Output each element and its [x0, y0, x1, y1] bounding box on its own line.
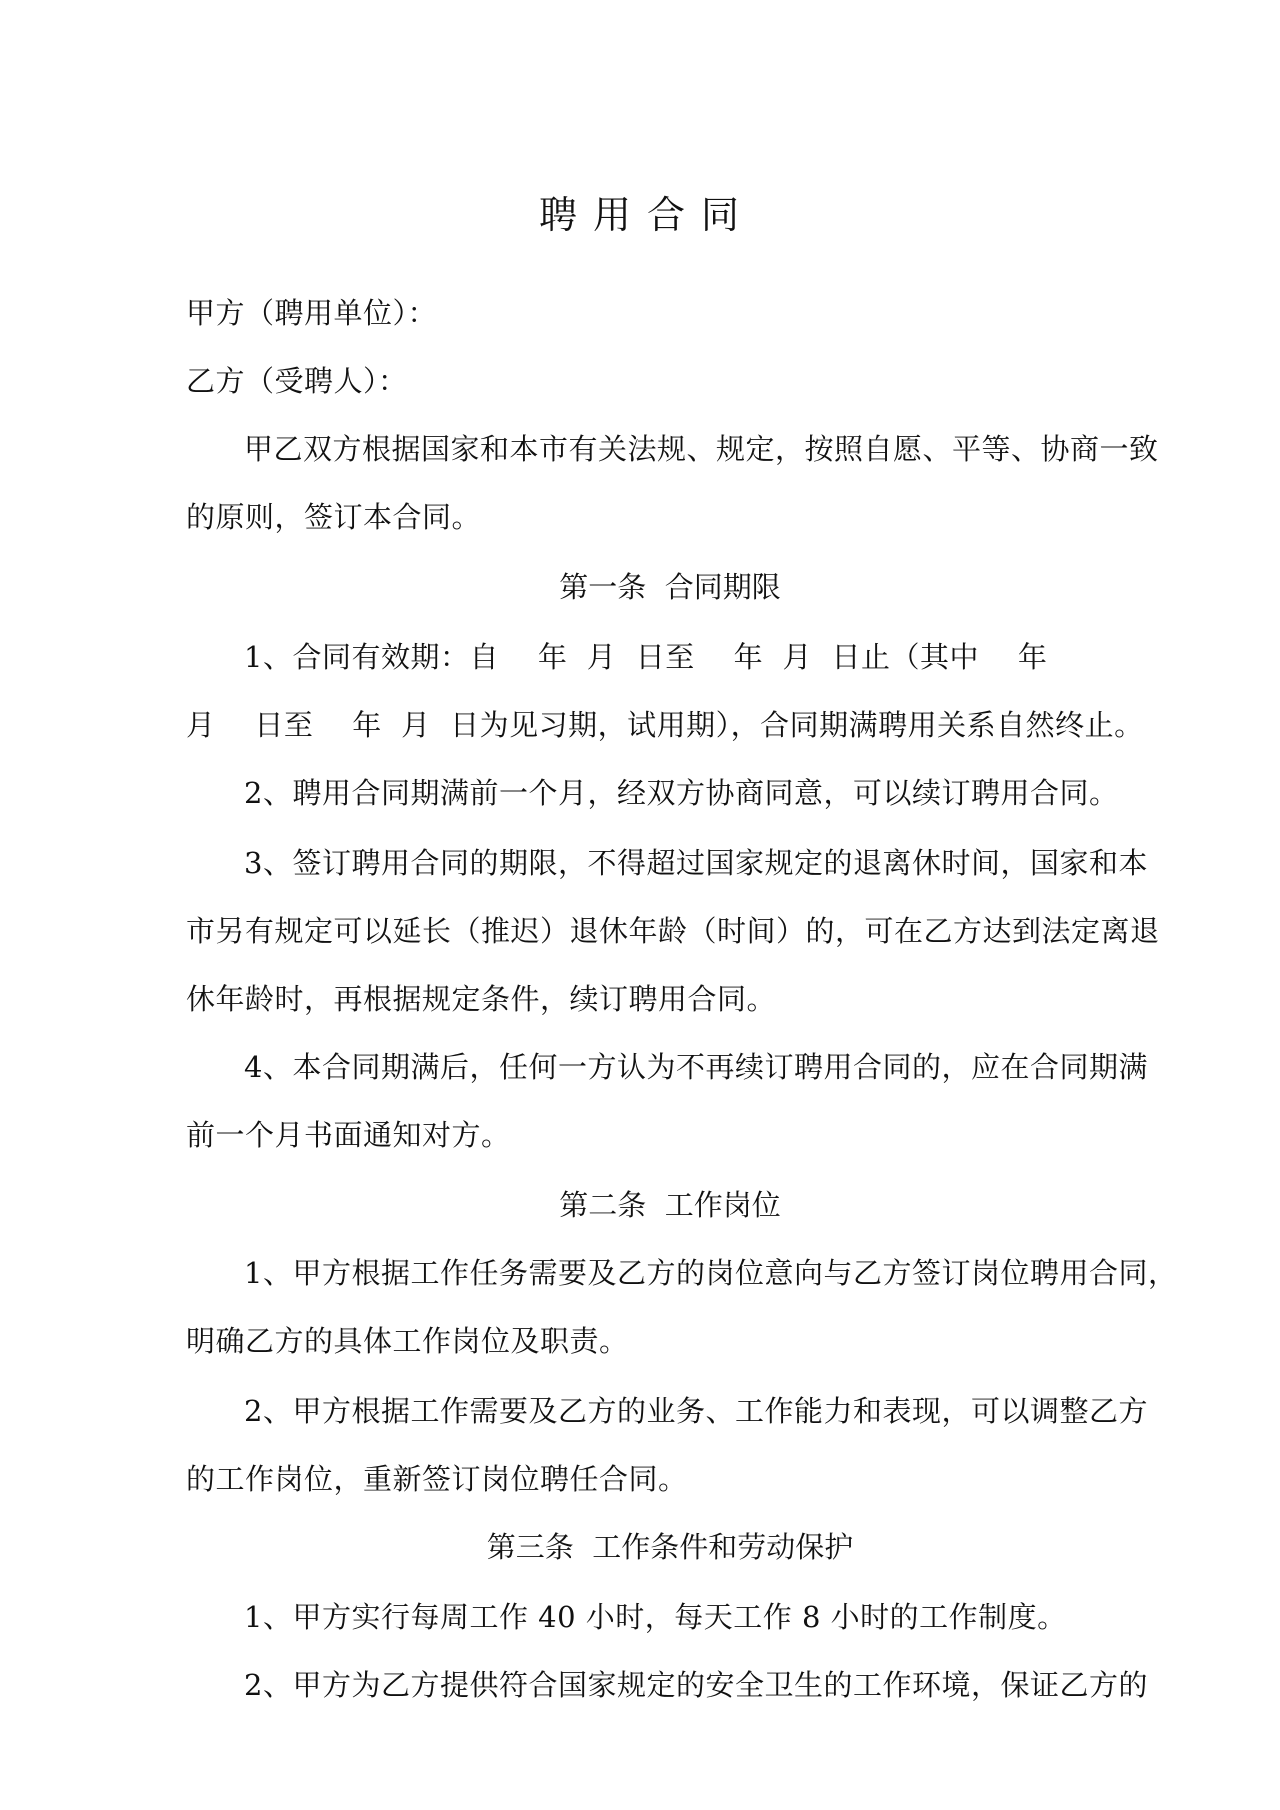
clause-text: 的工作岗位，重新签订岗位聘任合同。 [186, 1462, 688, 1496]
preamble-line-2: 的原则，签订本合同。 [186, 500, 482, 534]
clause-text: 月 日至 年 月 日为见习期，试用期），合同期满聘用关系自然终止。 [186, 708, 1144, 742]
party-b-label: 乙方（受聘人）： [186, 364, 408, 398]
clause-text: 市另有规定可以延长（推迟）退休年龄（时间）的，可在乙方达到法定离退 [186, 914, 1160, 948]
preamble-line-1: 甲乙双方根据国家和本市有关法规、规定，按照自愿、平等、协商一致 [244, 432, 1159, 466]
clause-text: 2、聘用合同期满前一个月，经双方协商同意，可以续订聘用合同。 [244, 776, 1119, 810]
section-heading-conditions: 第三条 工作条件和劳动保护 [486, 1530, 854, 1564]
clause-text: 休年龄时，再根据规定条件，续订聘用合同。 [186, 982, 777, 1016]
section-heading-term: 第一条 合同期限 [559, 570, 781, 604]
clause-text: 前一个月书面通知对方。 [186, 1118, 511, 1152]
party-a-label: 甲方（聘用单位）： [186, 296, 438, 330]
clause-text: 1、合同有效期：自 年 月 日至 年 月 日止（其中 年 [244, 640, 1048, 674]
clause-text: 3、签订聘用合同的期限，不得超过国家规定的退离休时间，国家和本 [244, 846, 1148, 880]
clause-text: 1、甲方根据工作任务需要及乙方的岗位意向与乙方签订岗位聘用合同， [244, 1256, 1178, 1290]
document-title: 聘用合同 [538, 193, 755, 237]
section-heading-position: 第二条 工作岗位 [559, 1188, 781, 1222]
clause-text: 2、甲方根据工作需要及乙方的业务、工作能力和表现，可以调整乙方 [244, 1394, 1148, 1428]
clause-text: 明确乙方的具体工作岗位及职责。 [186, 1324, 629, 1358]
clause-text: 1、甲方实行每周工作 40 小时，每天工作 8 小时的工作制度。 [244, 1600, 1067, 1634]
clause-text: 4、本合同期满后，任何一方认为不再续订聘用合同的，应在合同期满 [244, 1050, 1148, 1084]
clause-text: 2、甲方为乙方提供符合国家规定的安全卫生的工作环境，保证乙方的 [244, 1668, 1148, 1702]
